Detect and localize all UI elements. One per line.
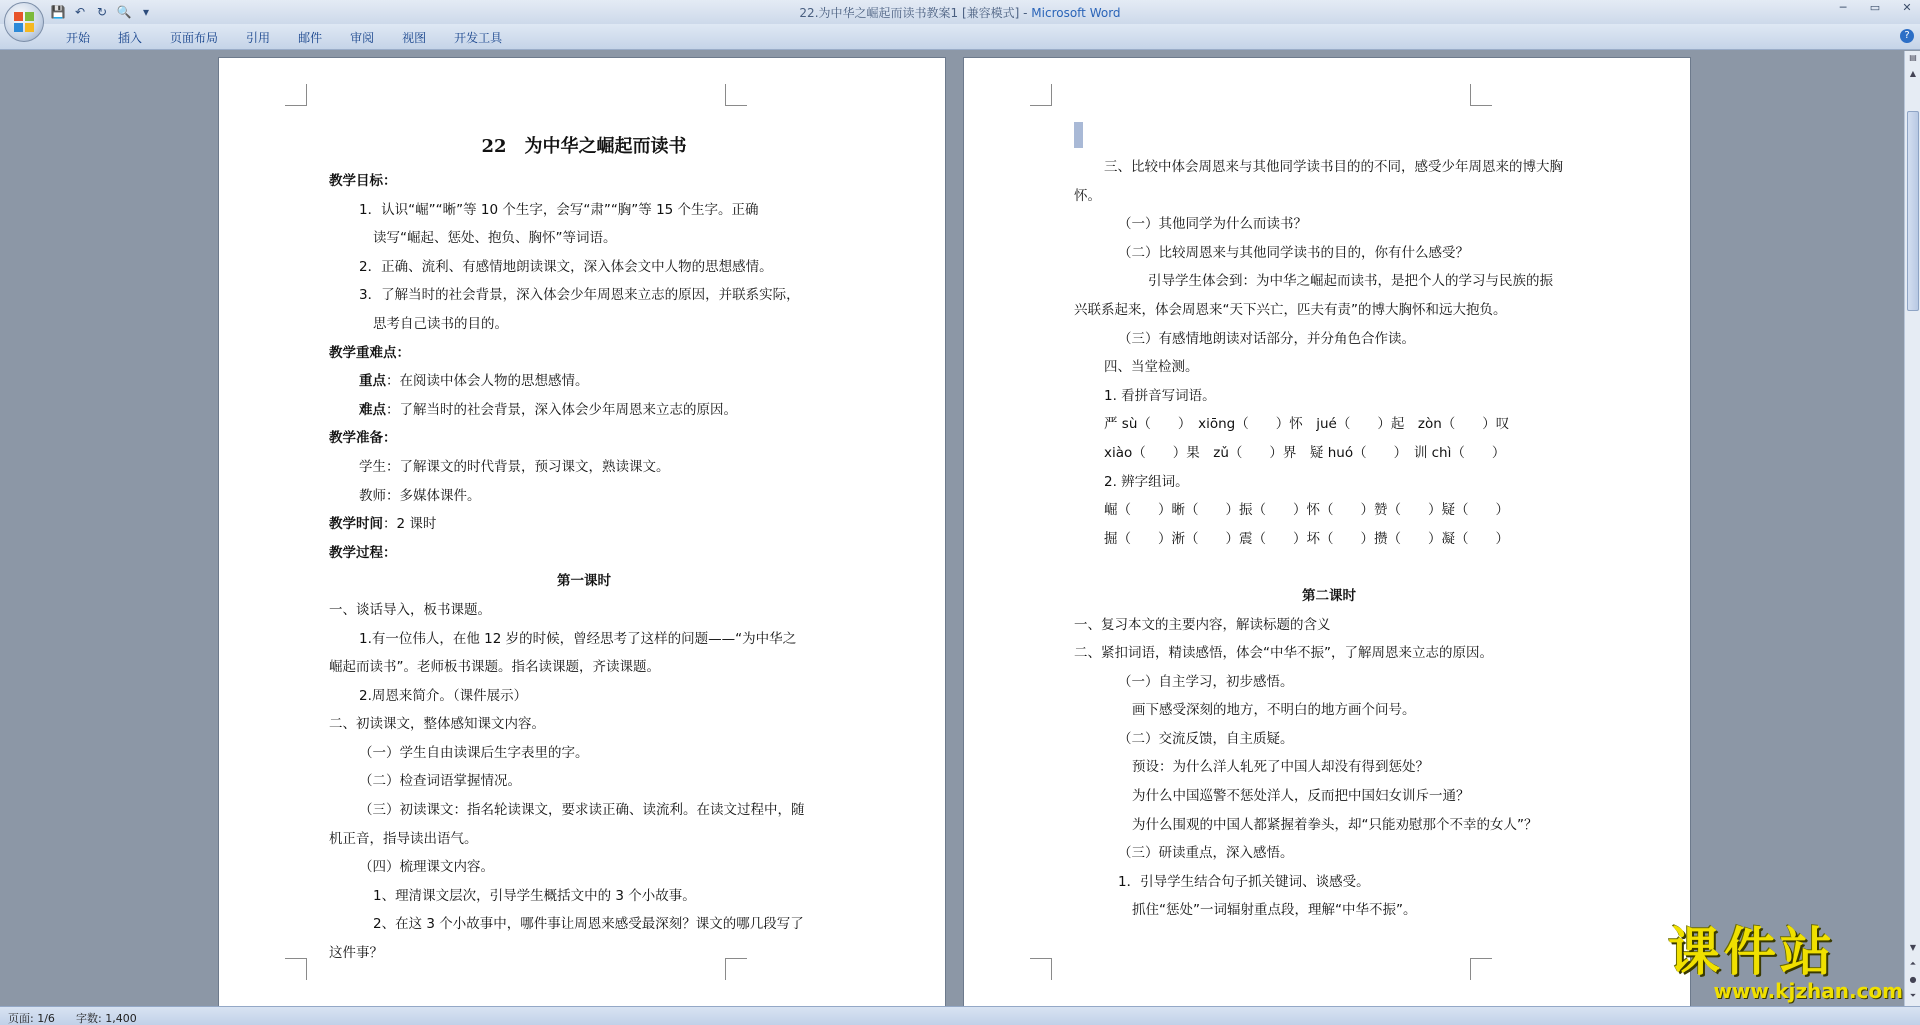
tab-7[interactable]: 开发工具 xyxy=(454,31,503,45)
bold-lead: 教学时间 xyxy=(329,516,383,533)
crop-mark xyxy=(1030,84,1052,106)
paragraph-line: 掘（ ）淅（ ）震（ ）坏（ ）攒（ ）凝（ ） xyxy=(1104,530,1509,547)
crop-mark xyxy=(1470,958,1492,980)
paragraph-line: 三、比较中体会周恩来与其他同学读书目的的不同，感受少年周恩来的博大胸 xyxy=(1104,159,1563,175)
paragraph-line: 第一课时 xyxy=(557,573,611,590)
paragraph-line: 为什么围观的中国人都紧握着拳头，却“只能劝慰那个不幸的女人”？ xyxy=(1132,816,1538,833)
window-controls xyxy=(1834,0,1916,16)
tab-4[interactable]: 邮件 xyxy=(298,31,323,45)
watermark-title: 课件站 xyxy=(1668,923,1837,983)
paragraph-line: （二）检查词语掌握情况。 xyxy=(359,773,521,790)
document-title: 22.为中华之崛起而读书教案1 [兼容模式] - xyxy=(799,6,1032,20)
redo-icon[interactable]: ↻ xyxy=(96,5,108,19)
paragraph-line: 二、紧扣词语，精读感悟，体会“中华不振”，了解周恩来立志的原因。 xyxy=(1074,645,1493,662)
paragraph-line: 思考自己读书的目的。 xyxy=(373,315,508,332)
paragraph-line: 教师：多媒体课件。 xyxy=(359,487,481,504)
paragraph-line: 第二课时 xyxy=(1302,587,1356,604)
crop-mark xyxy=(285,84,307,106)
paragraph-line: 预设：为什么洋人轧死了中国人却没有得到惩处？ xyxy=(1132,759,1429,776)
paragraph-line: 为什么中国巡警不惩处洋人，反而把中国妇女训斥一通？ xyxy=(1132,788,1470,805)
crop-mark xyxy=(1470,84,1492,106)
paragraph-line: 读写“崛起、惩处、抱负、胸怀”等词语。 xyxy=(373,230,617,247)
scroll-thumb[interactable] xyxy=(1907,111,1919,311)
paragraph-line: xiào（ ）果 zǔ（ ）界 疑 huó（ ） 训 chì（ ） xyxy=(1104,444,1506,461)
paragraph-line: 一、复习本文的主要内容，解读标题的含义 xyxy=(1074,616,1331,633)
select-browse-object-icon[interactable]: ● xyxy=(1909,975,1917,984)
crop-mark xyxy=(725,84,747,106)
line-text: ：2 课时 xyxy=(383,516,437,533)
tab-0[interactable]: 开始 xyxy=(66,31,91,45)
document-page-1[interactable] xyxy=(218,57,946,1006)
paragraph-line xyxy=(329,510,839,539)
office-button[interactable] xyxy=(4,2,44,42)
paragraph-line: 教学准备： xyxy=(329,430,397,447)
maximize-icon[interactable]: ▭ xyxy=(1869,1,1881,14)
crop-mark xyxy=(285,958,307,980)
watermark-url: www.kjzhan.com xyxy=(1713,979,1903,1003)
paragraph-line: 3．了解当时的社会背景，深入体会少年周恩来立志的原因，并联系实际， xyxy=(359,287,800,304)
next-page-icon[interactable]: ⏷ xyxy=(1909,991,1917,1000)
crop-mark xyxy=(1030,958,1052,980)
paragraph-line: （二）比较周恩来与其他同学读书的目的，你有什么感受？ xyxy=(1118,244,1469,261)
help-icon[interactable]: ? xyxy=(1900,29,1914,43)
paragraph-line: （三）初读课文：指名轮读课文，要求读正确、读流利。在读文过程中，随 xyxy=(359,802,805,819)
vertical-scrollbar[interactable] xyxy=(1904,51,1920,1006)
paragraph-line: 学生：了解课文的时代背景，预习课文，熟读课文。 xyxy=(359,458,670,475)
status-bar xyxy=(0,1006,1920,1025)
page-2-text xyxy=(1074,153,1584,925)
document-area xyxy=(0,51,1904,1006)
ruler-toggle-icon[interactable]: ▤ xyxy=(1909,53,1917,62)
close-icon[interactable]: ✕ xyxy=(1902,1,1912,14)
paragraph-line: （一）学生自由读课后生字表里的字。 xyxy=(359,744,589,761)
paragraph-line: （一）其他同学为什么而读书？ xyxy=(1118,216,1307,233)
paragraph-line: 这件事？ xyxy=(329,945,383,962)
paragraph-line: 兴联系起来，体会周恩来“天下兴亡，匹夫有责”的博大胸怀和远大抱负。 xyxy=(1074,301,1507,318)
paragraph-line: 2．正确、流利、有感情地朗读课文，深入体会文中人物的思想感情。 xyxy=(359,258,773,275)
word-count[interactable]: 字数: 1,400 xyxy=(76,1012,137,1025)
paragraph-line: 2. 辨字组词。 xyxy=(1104,473,1189,490)
page-1-text xyxy=(329,127,839,968)
bold-lead: 难点 xyxy=(359,401,386,418)
ribbon xyxy=(0,24,1920,50)
scroll-down-icon[interactable]: ▼ xyxy=(1909,943,1917,952)
paragraph-line: （四）梳理课文内容。 xyxy=(359,859,494,876)
paragraph-line xyxy=(329,396,839,425)
customize-icon[interactable]: ▾ xyxy=(142,5,150,19)
text-cursor xyxy=(1074,122,1083,148)
tab-3[interactable]: 引用 xyxy=(246,31,271,45)
paragraph-line: 1．认识“崛”“晰”等 10 个生字，会写“肃”“胸”等 15 个生字。正确 xyxy=(359,201,759,218)
document-page-2[interactable] xyxy=(963,57,1691,1006)
paragraph-line: 教学目标： xyxy=(329,173,397,189)
office-logo-icon xyxy=(14,12,34,32)
paragraph-line: 严 sù（ ） xiōng（ ）怀 jué（ ）起 zòn（ ）叹 xyxy=(1104,416,1510,433)
paragraph-line: 教学过程： xyxy=(329,544,397,561)
minimize-icon[interactable]: ─ xyxy=(1839,1,1847,14)
paragraph-line: 怀。 xyxy=(1074,187,1101,204)
paragraph-line: 画下感受深刻的地方，不明白的地方画个问号。 xyxy=(1132,702,1416,719)
paragraph-line: 引导学生体会到：为中华之崛起而读书，是把个人的学习与民族的振 xyxy=(1148,273,1553,290)
paragraph-line: 2.周恩来简介。（课件展示） xyxy=(359,687,528,704)
tab-5[interactable]: 审阅 xyxy=(350,31,375,45)
paragraph-line: 1.有一位伟人，在他 12 岁的时候，曾经思考了这样的问题——“为中华之 xyxy=(359,630,797,647)
lesson-title: 22 为中华之崛起而读书 xyxy=(481,136,687,157)
paragraph-line: （三）有感情地朗读对话部分，并分角色合作读。 xyxy=(1118,330,1415,347)
undo-icon[interactable]: ↶ xyxy=(74,5,86,19)
line-text: ：了解当时的社会背景，深入体会少年周恩来立志的原因。 xyxy=(386,401,737,418)
paragraph-line: 2、在这 3 个小故事中，哪件事让周恩来感受最深刻？课文的哪几段写了 xyxy=(373,916,804,933)
paragraph-line: 1、理清课文层次，引导学生概括文中的 3 个小故事。 xyxy=(373,887,696,904)
paragraph-line: 二、初读课文，整体感知课文内容。 xyxy=(329,716,545,733)
title-bar xyxy=(0,0,1920,24)
line-text: ：在阅读中体会人物的思想感情。 xyxy=(386,373,589,390)
paragraph-line: 一、谈话导入，板书课题。 xyxy=(329,601,491,618)
tab-6[interactable]: 视图 xyxy=(402,31,427,45)
paragraph-line: 1. 看拼音写词语。 xyxy=(1104,387,1216,404)
bold-lead: 重点 xyxy=(359,373,386,390)
paragraph-line xyxy=(1074,553,1584,582)
page-count[interactable]: 页面: 1/6 xyxy=(8,1012,55,1025)
paragraph-line: （一）自主学习，初步感悟。 xyxy=(1118,673,1294,690)
paragraph-line: 机正音，指导读出语气。 xyxy=(329,830,478,847)
save-icon[interactable]: 💾 xyxy=(50,5,66,19)
print-preview-icon[interactable]: 🔍 xyxy=(116,5,132,19)
tab-2[interactable]: 页面布局 xyxy=(170,31,219,45)
paragraph-line: 四、当堂检测。 xyxy=(1104,359,1199,376)
window-title xyxy=(0,4,1920,21)
previous-page-icon[interactable]: ⏶ xyxy=(1909,959,1917,968)
paragraph-line: 崛（ ）晰（ ）振（ ）怀（ ）赞（ ）疑（ ） xyxy=(1104,502,1509,519)
paragraph-line: 崛起而读书”。老师板书课题。指名读课题，齐读课题。 xyxy=(329,659,660,676)
paragraph-line: 1．引导学生结合句子抓关键词、谈感受。 xyxy=(1118,873,1370,890)
scroll-up-icon[interactable]: ▲ xyxy=(1909,69,1917,78)
paragraph-line: （三）研读重点，深入感悟。 xyxy=(1118,845,1294,862)
watermark-logo xyxy=(1668,925,1903,1001)
app-name: Microsoft Word xyxy=(1031,6,1121,20)
paragraph-line: 抓住“惩处”一词辐射重点段，理解“中华不振”。 xyxy=(1132,902,1417,919)
tab-1[interactable]: 插入 xyxy=(118,31,143,45)
paragraph-line: （二）交流反馈，自主质疑。 xyxy=(1118,730,1294,747)
paragraph-line: 教学重难点： xyxy=(329,344,410,361)
paragraph-line xyxy=(329,367,839,396)
ribbon-tabs xyxy=(52,30,516,46)
